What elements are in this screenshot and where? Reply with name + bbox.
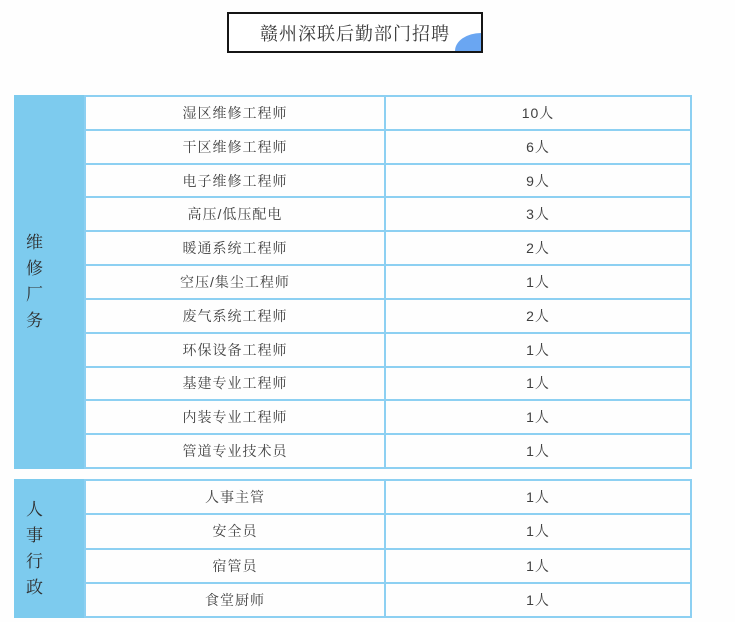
table-row [86, 334, 690, 368]
section-maintenance [14, 95, 692, 469]
job-title: 食堂厨师 [86, 584, 386, 616]
job-count: 1人 [526, 557, 550, 574]
job-title: 湿区维修工程师 [86, 97, 386, 129]
job-title: 干区维修工程师 [86, 131, 386, 163]
job-title: 电子维修工程师 [86, 165, 386, 197]
section-hr-admin [14, 479, 692, 618]
job-title: 空压/集尘工程师 [86, 266, 386, 298]
table-row [86, 368, 690, 402]
job-title: 环保设备工程师 [86, 334, 386, 366]
job-title: 高压/低压配电 [86, 198, 386, 230]
job-count: 1人 [526, 273, 550, 290]
job-count: 1人 [526, 591, 550, 608]
table-row [86, 266, 690, 300]
job-count: 2人 [526, 240, 550, 257]
table-row [86, 515, 690, 549]
category-column-maintenance [14, 95, 84, 469]
table-row [86, 198, 690, 232]
job-title: 基建专业工程师 [86, 368, 386, 400]
table-row [86, 165, 690, 199]
maintenance-rows [84, 95, 692, 469]
category-column-hr-admin [14, 479, 84, 618]
page-title: 赣州深联后勤部门招聘 [260, 23, 450, 44]
category-label: 人事行政 [26, 499, 43, 597]
job-count: 1人 [526, 375, 550, 392]
table-row [86, 435, 690, 467]
job-count: 1人 [526, 409, 550, 426]
quarter-circle-icon [455, 33, 481, 51]
table-row [86, 97, 690, 131]
table-row [86, 131, 690, 165]
job-title: 暖通系统工程师 [86, 232, 386, 264]
job-title: 安全员 [86, 515, 386, 547]
job-count: 6人 [526, 138, 550, 155]
category-label: 维修厂务 [26, 233, 43, 330]
job-title: 宿管员 [86, 550, 386, 582]
job-count: 1人 [526, 443, 550, 460]
table-row [86, 550, 690, 584]
table-row [86, 300, 690, 334]
hr-admin-rows [84, 479, 692, 618]
job-title: 废气系统工程师 [86, 300, 386, 332]
title-banner [227, 12, 483, 53]
table-row [86, 481, 690, 515]
job-count: 3人 [526, 206, 550, 223]
table-row [86, 401, 690, 435]
job-count: 1人 [526, 341, 550, 358]
job-title: 人事主管 [86, 481, 386, 513]
table-row [86, 232, 690, 266]
job-count: 2人 [526, 307, 550, 324]
job-count: 1人 [526, 523, 550, 540]
table-row [86, 584, 690, 616]
job-title: 管道专业技术员 [86, 435, 386, 467]
job-title: 内装专业工程师 [86, 401, 386, 433]
job-count: 9人 [526, 172, 550, 189]
job-count: 10人 [521, 104, 555, 121]
job-count: 1人 [526, 489, 550, 506]
recruitment-table [14, 95, 692, 618]
